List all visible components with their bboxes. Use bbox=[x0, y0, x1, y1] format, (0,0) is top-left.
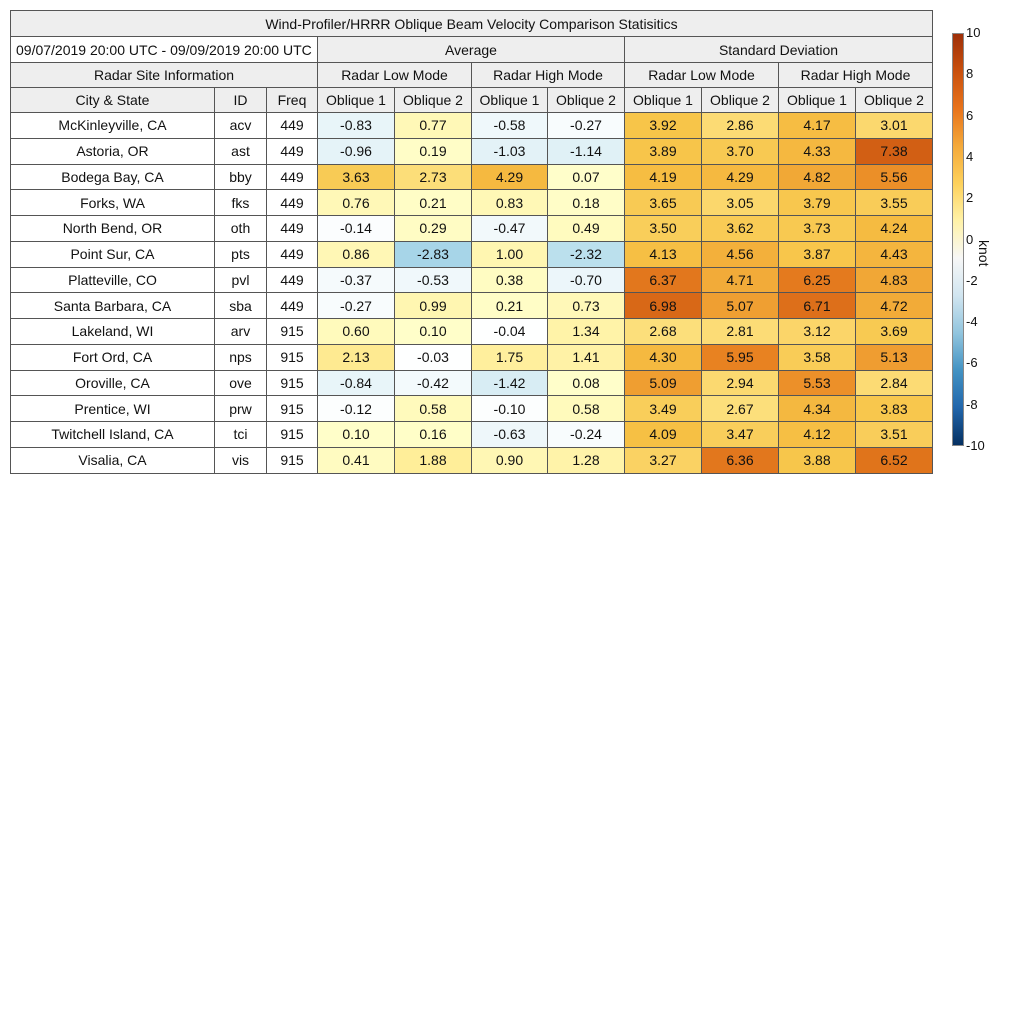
id-cell: tci bbox=[214, 421, 266, 447]
id-cell: pts bbox=[214, 241, 266, 267]
mode-header: Radar Low Mode bbox=[317, 62, 471, 87]
value-cell: 0.73 bbox=[547, 292, 624, 318]
value-cell: 5.53 bbox=[778, 370, 855, 396]
value-cell: 1.75 bbox=[471, 344, 547, 370]
colorbar-tick-label: -4 bbox=[966, 314, 978, 330]
value-cell: -1.03 bbox=[471, 138, 547, 164]
city-cell: Lakeland, WI bbox=[10, 318, 214, 344]
value-cell: 4.29 bbox=[701, 164, 778, 190]
value-cell: -0.03 bbox=[394, 344, 471, 370]
city-cell: McKinleyville, CA bbox=[10, 112, 214, 138]
value-cell: -0.10 bbox=[471, 395, 547, 421]
value-cell: 5.95 bbox=[701, 344, 778, 370]
value-cell: -0.96 bbox=[317, 138, 394, 164]
value-cell: 4.43 bbox=[855, 241, 932, 267]
city-cell: Platteville, CO bbox=[10, 267, 214, 293]
column-header: Oblique 1 bbox=[471, 87, 547, 112]
column-header: City & State bbox=[10, 87, 214, 112]
value-cell: 0.60 bbox=[317, 318, 394, 344]
column-header: Oblique 2 bbox=[547, 87, 624, 112]
value-cell: 0.38 bbox=[471, 267, 547, 293]
value-cell: 7.38 bbox=[855, 138, 932, 164]
value-cell: -2.32 bbox=[547, 241, 624, 267]
colorbar-tick-label: 0 bbox=[966, 231, 974, 247]
value-cell: 3.89 bbox=[624, 138, 701, 164]
id-cell: oth bbox=[214, 215, 266, 241]
value-cell: 3.12 bbox=[778, 318, 855, 344]
value-cell: 5.13 bbox=[855, 344, 932, 370]
value-cell: 1.41 bbox=[547, 344, 624, 370]
value-cell: 3.88 bbox=[778, 447, 855, 473]
value-cell: 6.71 bbox=[778, 292, 855, 318]
value-cell: 4.29 bbox=[471, 164, 547, 190]
value-cell: -0.47 bbox=[471, 215, 547, 241]
city-cell: Forks, WA bbox=[10, 189, 214, 215]
value-cell: 3.47 bbox=[701, 421, 778, 447]
value-cell: 2.68 bbox=[624, 318, 701, 344]
column-header: Oblique 1 bbox=[624, 87, 701, 112]
value-cell: -0.04 bbox=[471, 318, 547, 344]
value-cell: -0.53 bbox=[394, 267, 471, 293]
value-cell: 4.13 bbox=[624, 241, 701, 267]
value-cell: 5.07 bbox=[701, 292, 778, 318]
value-cell: -0.27 bbox=[317, 292, 394, 318]
value-cell: 4.09 bbox=[624, 421, 701, 447]
id-cell: ove bbox=[214, 370, 266, 396]
freq-cell: 449 bbox=[266, 292, 317, 318]
value-cell: 3.51 bbox=[855, 421, 932, 447]
table-title: Wind-Profiler/HRRR Oblique Beam Velocity Comparison Statisitics bbox=[10, 10, 932, 36]
value-cell: 3.83 bbox=[855, 395, 932, 421]
freq-cell: 449 bbox=[266, 112, 317, 138]
site-info-header: Radar Site Information bbox=[10, 62, 317, 87]
value-cell: 2.84 bbox=[855, 370, 932, 396]
value-cell: 0.18 bbox=[547, 189, 624, 215]
colorbar-tick-label: 8 bbox=[966, 66, 974, 82]
value-cell: 0.77 bbox=[394, 112, 471, 138]
value-cell: -1.42 bbox=[471, 370, 547, 396]
city-cell: Fort Ord, CA bbox=[10, 344, 214, 370]
city-cell: Prentice, WI bbox=[10, 395, 214, 421]
value-cell: 3.87 bbox=[778, 241, 855, 267]
value-cell: 2.81 bbox=[701, 318, 778, 344]
column-header: Oblique 1 bbox=[778, 87, 855, 112]
colorbar-tick-label: -10 bbox=[966, 438, 985, 453]
value-cell: -1.14 bbox=[547, 138, 624, 164]
value-cell: 4.34 bbox=[778, 395, 855, 421]
value-cell: 4.56 bbox=[701, 241, 778, 267]
value-cell: -0.27 bbox=[547, 112, 624, 138]
city-cell: North Bend, OR bbox=[10, 215, 214, 241]
column-header: ID bbox=[214, 87, 266, 112]
value-cell: 1.88 bbox=[394, 447, 471, 473]
colorbar-tick-label: -8 bbox=[966, 396, 978, 412]
city-cell: Santa Barbara, CA bbox=[10, 292, 214, 318]
value-cell: 0.58 bbox=[547, 395, 624, 421]
freq-cell: 449 bbox=[266, 241, 317, 267]
value-cell: 0.58 bbox=[394, 395, 471, 421]
value-cell: 3.58 bbox=[778, 344, 855, 370]
value-cell: 2.13 bbox=[317, 344, 394, 370]
colorbar-tick-label: 6 bbox=[966, 107, 974, 123]
value-cell: 3.05 bbox=[701, 189, 778, 215]
value-cell: -0.14 bbox=[317, 215, 394, 241]
value-cell: 1.34 bbox=[547, 318, 624, 344]
value-cell: 3.73 bbox=[778, 215, 855, 241]
mode-header: Radar High Mode bbox=[778, 62, 932, 87]
value-cell: 6.25 bbox=[778, 267, 855, 293]
value-cell: 2.94 bbox=[701, 370, 778, 396]
value-cell: -0.12 bbox=[317, 395, 394, 421]
colorbar-label: knot bbox=[976, 240, 992, 267]
value-cell: 3.63 bbox=[317, 164, 394, 190]
value-cell: 0.29 bbox=[394, 215, 471, 241]
value-cell: -0.58 bbox=[471, 112, 547, 138]
value-cell: 1.00 bbox=[471, 241, 547, 267]
value-cell: 0.86 bbox=[317, 241, 394, 267]
id-cell: prw bbox=[214, 395, 266, 421]
value-cell: 2.86 bbox=[701, 112, 778, 138]
city-cell: Oroville, CA bbox=[10, 370, 214, 396]
freq-cell: 915 bbox=[266, 370, 317, 396]
column-header: Freq bbox=[266, 87, 317, 112]
value-cell: 5.09 bbox=[624, 370, 701, 396]
id-cell: vis bbox=[214, 447, 266, 473]
value-cell: 3.70 bbox=[701, 138, 778, 164]
value-cell: 2.67 bbox=[701, 395, 778, 421]
value-cell: 4.72 bbox=[855, 292, 932, 318]
value-cell: -0.83 bbox=[317, 112, 394, 138]
value-cell: -2.83 bbox=[394, 241, 471, 267]
value-cell: 0.90 bbox=[471, 447, 547, 473]
freq-cell: 449 bbox=[266, 138, 317, 164]
value-cell: 0.76 bbox=[317, 189, 394, 215]
freq-cell: 915 bbox=[266, 447, 317, 473]
freq-cell: 915 bbox=[266, 318, 317, 344]
colorbar-tick-label: 10 bbox=[966, 25, 981, 40]
value-cell: 4.71 bbox=[701, 267, 778, 293]
id-cell: pvl bbox=[214, 267, 266, 293]
column-header: Oblique 2 bbox=[701, 87, 778, 112]
column-header: Oblique 2 bbox=[855, 87, 932, 112]
city-cell: Astoria, OR bbox=[10, 138, 214, 164]
value-cell: 4.12 bbox=[778, 421, 855, 447]
average-header: Average bbox=[317, 36, 624, 62]
value-cell: 4.33 bbox=[778, 138, 855, 164]
value-cell: -0.70 bbox=[547, 267, 624, 293]
id-cell: bby bbox=[214, 164, 266, 190]
value-cell: 4.24 bbox=[855, 215, 932, 241]
value-cell: 6.98 bbox=[624, 292, 701, 318]
table-outline bbox=[10, 10, 933, 474]
value-cell: 3.65 bbox=[624, 189, 701, 215]
mode-header: Radar Low Mode bbox=[624, 62, 778, 87]
column-header: Oblique 1 bbox=[317, 87, 394, 112]
freq-cell: 449 bbox=[266, 267, 317, 293]
value-cell: 1.28 bbox=[547, 447, 624, 473]
value-cell: 4.83 bbox=[855, 267, 932, 293]
value-cell: 0.10 bbox=[317, 421, 394, 447]
id-cell: ast bbox=[214, 138, 266, 164]
id-cell: nps bbox=[214, 344, 266, 370]
value-cell: 3.01 bbox=[855, 112, 932, 138]
value-cell: 6.52 bbox=[855, 447, 932, 473]
value-cell: 0.21 bbox=[471, 292, 547, 318]
id-cell: fks bbox=[214, 189, 266, 215]
city-cell: Bodega Bay, CA bbox=[10, 164, 214, 190]
value-cell: 3.79 bbox=[778, 189, 855, 215]
value-cell: 0.10 bbox=[394, 318, 471, 344]
value-cell: 0.16 bbox=[394, 421, 471, 447]
value-cell: 3.62 bbox=[701, 215, 778, 241]
std-dev-header: Standard Deviation bbox=[624, 36, 932, 62]
colorbar-tick-label: -6 bbox=[966, 355, 978, 371]
mode-header: Radar High Mode bbox=[471, 62, 624, 87]
value-cell: -0.24 bbox=[547, 421, 624, 447]
id-cell: acv bbox=[214, 112, 266, 138]
freq-cell: 449 bbox=[266, 164, 317, 190]
value-cell: -0.84 bbox=[317, 370, 394, 396]
value-cell: 0.41 bbox=[317, 447, 394, 473]
city-cell: Visalia, CA bbox=[10, 447, 214, 473]
value-cell: 2.73 bbox=[394, 164, 471, 190]
id-cell: sba bbox=[214, 292, 266, 318]
value-cell: 3.92 bbox=[624, 112, 701, 138]
value-cell: 6.37 bbox=[624, 267, 701, 293]
column-header: Oblique 2 bbox=[394, 87, 471, 112]
city-cell: Twitchell Island, CA bbox=[10, 421, 214, 447]
city-cell: Point Sur, CA bbox=[10, 241, 214, 267]
value-cell: 5.56 bbox=[855, 164, 932, 190]
colorbar-tick-label: 2 bbox=[966, 190, 974, 206]
value-cell: 0.07 bbox=[547, 164, 624, 190]
colorbar-tick-label: 4 bbox=[966, 148, 974, 164]
freq-cell: 449 bbox=[266, 215, 317, 241]
freq-cell: 449 bbox=[266, 189, 317, 215]
colorbar bbox=[952, 33, 964, 446]
value-cell: 4.19 bbox=[624, 164, 701, 190]
value-cell: 0.21 bbox=[394, 189, 471, 215]
freq-cell: 915 bbox=[266, 421, 317, 447]
value-cell: 0.08 bbox=[547, 370, 624, 396]
value-cell: 4.82 bbox=[778, 164, 855, 190]
value-cell: 4.17 bbox=[778, 112, 855, 138]
value-cell: 3.49 bbox=[624, 395, 701, 421]
id-cell: arv bbox=[214, 318, 266, 344]
value-cell: 0.19 bbox=[394, 138, 471, 164]
colorbar-tick-label: -2 bbox=[966, 272, 978, 288]
value-cell: 0.99 bbox=[394, 292, 471, 318]
freq-cell: 915 bbox=[266, 395, 317, 421]
value-cell: 0.49 bbox=[547, 215, 624, 241]
value-cell: 4.30 bbox=[624, 344, 701, 370]
value-cell: 3.50 bbox=[624, 215, 701, 241]
value-cell: -0.42 bbox=[394, 370, 471, 396]
value-cell: 6.36 bbox=[701, 447, 778, 473]
value-cell: 3.55 bbox=[855, 189, 932, 215]
value-cell: 3.69 bbox=[855, 318, 932, 344]
value-cell: 0.83 bbox=[471, 189, 547, 215]
value-cell: -0.63 bbox=[471, 421, 547, 447]
value-cell: 3.27 bbox=[624, 447, 701, 473]
freq-cell: 915 bbox=[266, 344, 317, 370]
date-range: 09/07/2019 20:00 UTC - 09/09/2019 20:00 UTC bbox=[10, 36, 317, 62]
value-cell: -0.37 bbox=[317, 267, 394, 293]
